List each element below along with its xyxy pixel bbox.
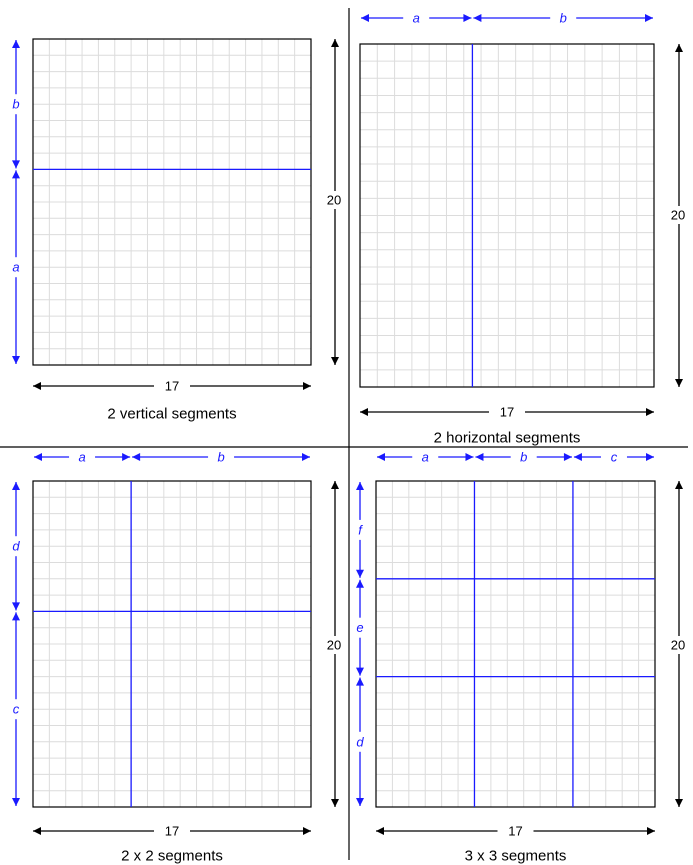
panel-caption: 2 horizontal segments [433, 429, 581, 447]
grid [376, 481, 655, 807]
height-dimension-label: 20 [670, 637, 686, 653]
grid [360, 44, 654, 387]
width-dimension-label: 17 [164, 823, 180, 839]
panel-2-vertical-segments [9, 39, 346, 423]
width-dimension-label: 17 [508, 823, 523, 839]
width-dimension-label: 17 [499, 404, 515, 420]
panel-caption: 2 vertical segments [107, 405, 237, 423]
height-dimension-label: 20 [670, 207, 686, 223]
panel-caption: 3 x 3 segments [464, 847, 567, 865]
width-dimension-label: 17 [164, 378, 180, 394]
panel-2x2-segments [9, 449, 346, 865]
segment-label-e: e [356, 620, 364, 636]
segment-label-d: d [356, 734, 364, 750]
segment-label-c: c [610, 449, 618, 465]
grid [33, 481, 311, 807]
segment-label-b: b [12, 96, 20, 112]
segment-label-f: f [358, 522, 362, 538]
segment-label-c: c [12, 701, 20, 717]
segment-label-a: a [78, 449, 86, 465]
panel-3x3-segments [353, 449, 690, 865]
panel-caption: 2 x 2 segments [121, 847, 223, 865]
segment-label-a: a [12, 259, 20, 275]
segment-label-b: b [520, 449, 528, 465]
segment-label-b: b [559, 10, 567, 26]
segment-label-a: a [412, 10, 420, 26]
segment-label-d: d [12, 538, 20, 554]
panel-2-horizontal-segments [360, 10, 690, 447]
segment-label-a: a [421, 449, 429, 465]
height-dimension-label: 20 [326, 192, 342, 208]
segment-label-b: b [217, 449, 225, 465]
height-dimension-label: 20 [326, 637, 342, 653]
grid [33, 39, 311, 365]
